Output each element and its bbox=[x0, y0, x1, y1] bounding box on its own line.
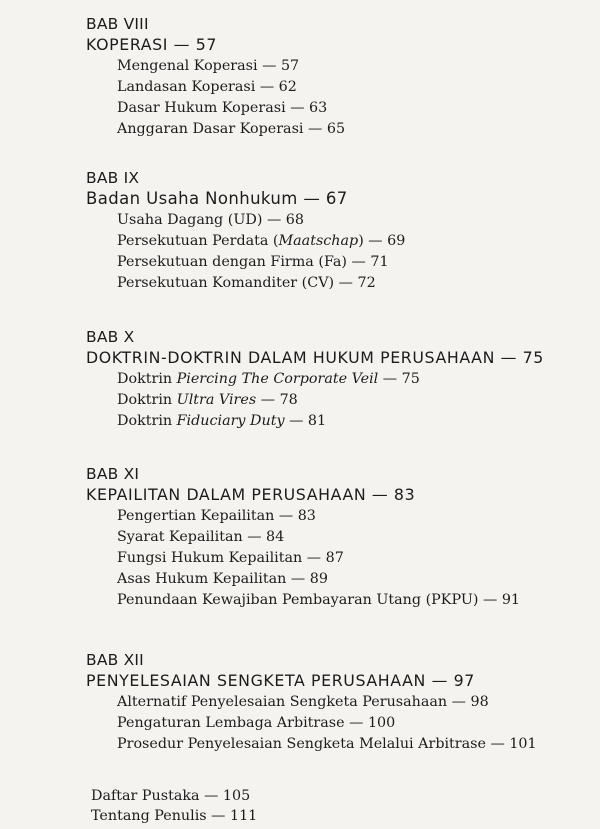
toc-entry-italic: Maatschap bbox=[278, 233, 359, 249]
toc-entry-page: ) — 69 bbox=[358, 233, 406, 249]
chapter-bab-viii bbox=[86, 14, 586, 140]
toc-entry[interactable]: Persekutuan Komanditer (CV) — 72 bbox=[117, 275, 376, 291]
chapter-bab-xi bbox=[86, 464, 586, 611]
toc-entry-page: — 75 bbox=[378, 371, 420, 387]
toc-entry[interactable]: Fungsi Hukum Kepailitan — 87 bbox=[117, 550, 344, 566]
toc-entry[interactable] bbox=[117, 411, 586, 432]
chapter-bab-ix bbox=[86, 168, 586, 294]
toc-entry[interactable]: Mengenal Koperasi — 57 bbox=[117, 58, 300, 74]
toc-entry[interactable]: Asas Hukum Kepailitan — 89 bbox=[117, 571, 328, 587]
toc-entry[interactable]: Persekutuan dengan Firma (Fa) — 71 bbox=[117, 254, 389, 270]
toc-entry-italic: Piercing The Corporate Veil bbox=[176, 371, 379, 387]
toc-entry[interactable]: Landasan Koperasi — 62 bbox=[117, 79, 297, 95]
toc-entry-page: — 81 bbox=[284, 413, 327, 429]
toc-entry[interactable]: Dasar Hukum Koperasi — 63 bbox=[117, 100, 328, 116]
toc-entry[interactable]: Prosedur Penyelesaian Sengketa Melalui Arbitrase — 101 bbox=[117, 736, 537, 752]
toc-entry[interactable]: Usaha Dagang (UD) — 68 bbox=[117, 212, 304, 228]
chapter-title: KEPAILITAN DALAM PERUSAHAAN — 83 bbox=[86, 485, 416, 504]
chapter-label: BAB IX bbox=[86, 169, 140, 187]
toc-entry-italic: Ultra Vires bbox=[176, 392, 257, 408]
toc-entry[interactable]: Pengaturan Lembaga Arbitrase — 100 bbox=[117, 715, 396, 731]
toc-entry[interactable]: Alternatif Penyelesaian Sengketa Perusahaan — 98 bbox=[117, 694, 489, 710]
toc-entry[interactable]: Penundaan Kewajiban Pembayaran Utang (PKPU) — 91 bbox=[117, 592, 521, 608]
chapter-title: Badan Usaha Nonhukum — 67 bbox=[86, 189, 348, 208]
chapter-bab-x bbox=[86, 327, 586, 432]
chapter-title: KOPERASI — 57 bbox=[86, 35, 218, 54]
toc-entry-text: Doktrin bbox=[117, 371, 177, 387]
chapter-bab-xii bbox=[86, 650, 586, 755]
toc-entry-text: Persekutuan Perdata ( bbox=[117, 233, 279, 249]
toc-entry[interactable]: Syarat Kepailitan — 84 bbox=[117, 529, 285, 545]
chapter-label: BAB VIII bbox=[86, 15, 149, 33]
toc-entry-tentang-penulis[interactable]: Tentang Penulis — 111 bbox=[91, 808, 258, 824]
toc-entry[interactable] bbox=[117, 369, 586, 390]
chapter-title: PENYELESAIAN SENGKETA PERUSAHAAN — 97 bbox=[86, 671, 475, 690]
chapter-label: BAB XI bbox=[86, 465, 140, 483]
toc-entry-text: Doktrin bbox=[117, 413, 177, 429]
toc-entry-italic: Fiduciary Duty bbox=[176, 413, 285, 429]
toc-entry[interactable] bbox=[117, 231, 586, 252]
toc-entry-page: — 78 bbox=[256, 392, 298, 408]
chapter-label: BAB XII bbox=[86, 651, 144, 669]
toc-entry-daftar-pustaka[interactable]: Daftar Pustaka — 105 bbox=[91, 788, 251, 804]
toc-entry[interactable]: Pengertian Kepailitan — 83 bbox=[117, 508, 316, 524]
chapter-label: BAB X bbox=[86, 328, 135, 346]
toc-entry[interactable] bbox=[117, 390, 586, 411]
toc-entry[interactable]: Anggaran Dasar Koperasi — 65 bbox=[117, 121, 346, 137]
chapter-title: DOKTRIN-DOKTRIN DALAM HUKUM PERUSAHAAN — 75 bbox=[86, 348, 544, 367]
toc-entry-text: Doktrin bbox=[117, 392, 177, 408]
